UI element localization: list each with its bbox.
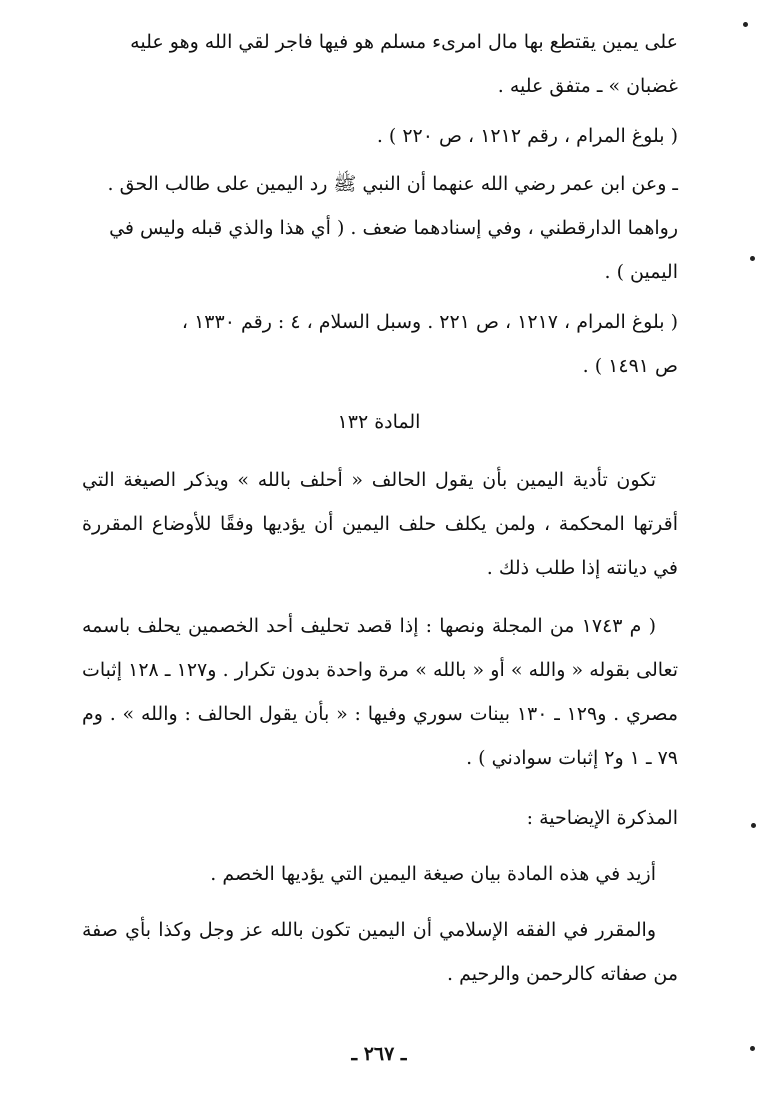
scan-mark [750,256,755,261]
narration-note-line-2: اليمين ) . [604,261,678,283]
scan-mark [750,1046,755,1051]
narration-note-line-1: رواهما الدارقطني ، وفي إسنادهما ضعف . ( أي هذا والذي قبله وليس في [109,217,678,239]
scan-mark [751,823,756,828]
page-number: ـ ٢٦٧ ـ [351,1043,407,1065]
article-heading: المادة ١٣٢ [337,411,421,433]
citation-line-1: ( بلوغ المرام ، رقم ١٢١٢ ، ص ٢٢٠ ) . [376,125,678,147]
scan-mark [743,22,748,27]
citation-line-3: ص ١٤٩١ ) . [582,355,678,377]
narration-line: ـ وعن ابن عمر رضي الله عنهما أن النبي ﷺ رد اليمين على طالب الحق . [107,173,678,195]
explanatory-paragraph-1: أزيد في هذه المادة بيان صيغة اليمين التي يؤديها الخصم . [210,863,656,885]
explanatory-heading: المذكرة الإيضاحية : [526,807,678,829]
hadith-text-line-1: على يمين يقتطع بها مال امرىء مسلم هو فيها فاجر لقي الله وهو عليه [130,31,678,53]
hadith-text-line-2: غضبان » ـ متفق عليه . [497,75,678,97]
citation-line-2: ( بلوغ المرام ، ١٢١٧ ، ص ٢٢١ . وسبل السلام ، ٤ : رقم ١٣٣٠ ، [181,311,678,333]
article-text: تكون تأدية اليمين بأن يقول الحالف « أحلف بالله » ويذكر الصيغة التي أقرتها المحكمة ، ولمن يكلف حلف اليمين أن يؤديها وفقًا للأوضاع المقررة في ديانته إذا طلب ذلك . [82,469,678,579]
reference-text: ( م ١٧٤٣ من المجلة ونصها : إذا قصد تحليف أحد الخصمين يحلف باسمه تعالى بقوله « والله » أو « بالله » مرة واحدة بدون تكرار . و١٢٧ ـ ١٢٨ إثبات مصري . و١٢٩ ـ ١٣٠ بينات سوري وفيها : « بأن يقول الحالف : والله » . وم ٧٩ ـ ١ و٢ إثبات سوادني ) . [82,615,679,769]
explanatory-paragraph-2: والمقرر في الفقه الإسلامي أن اليمين تكون بالله عز وجل وكذا بأي صفة من صفاته كالرحمن والرحيم . [82,919,678,985]
